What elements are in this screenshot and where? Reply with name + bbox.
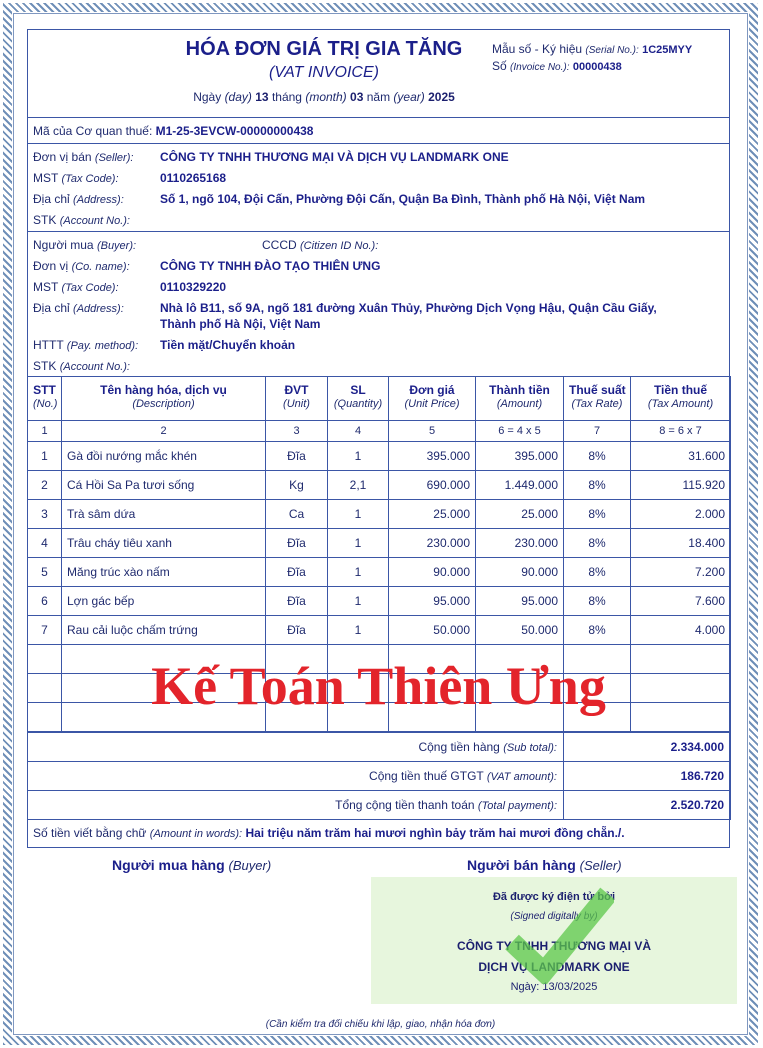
footer-note: (Cần kiểm tra đối chiếu khi lập, giao, nhận hóa đơn): [265, 1019, 496, 1030]
row-unit: Kg: [266, 471, 328, 500]
seller-name: CÔNG TY TNHH THƯƠNG MẠI VÀ DỊCH VỤ LANDMARK ONE: [160, 150, 509, 164]
checkmark-icon: [504, 884, 614, 984]
subtotal-value: 2.334.000: [564, 733, 731, 762]
row-description: Gà đồi nướng mắc khén: [62, 442, 266, 471]
row-unit: Đĩa: [266, 587, 328, 616]
row-tax-amount: 2.000: [631, 500, 731, 529]
seller-address-label: Địa chỉ (Address):: [33, 192, 124, 206]
row-tax-rate: 8%: [564, 471, 631, 500]
signer-name-line2: DỊCH VỤ LANDMARK ONE: [478, 960, 630, 974]
row-tax-amount: 7.600: [631, 587, 731, 616]
total-value: 2.520.720: [564, 791, 731, 820]
invoice-number: 00000438: [572, 61, 622, 73]
buyer-signature-label: Người mua hàng (Buyer): [112, 857, 272, 873]
row-unit: Đĩa: [266, 616, 328, 645]
row-no: 5: [28, 558, 62, 587]
total-row: Tổng cộng tiền thanh toán (Total payment): 2.520.720: [28, 791, 731, 820]
row-quantity: 1: [328, 587, 389, 616]
row-quantity: 1: [328, 529, 389, 558]
invoice-year: 2025: [428, 90, 455, 104]
seller-signature-label: Người bán hàng (Seller): [467, 857, 622, 873]
row-amount: 90.000: [476, 558, 564, 587]
serial-value: 1C25MYY: [642, 44, 693, 56]
invoice-day: 13: [255, 90, 269, 104]
row-tax-amount: 4.000: [631, 616, 731, 645]
row-amount: 25.000: [476, 500, 564, 529]
col-header-unit-price: Đơn giá (Unit Price): [389, 377, 476, 421]
row-amount: 50.000: [476, 616, 564, 645]
buyer-company: CÔNG TY TNHH ĐÀO TẠO THIÊN ƯNG: [160, 259, 381, 273]
row-no: 4: [28, 529, 62, 558]
buyer-tax-label: MST (Tax Code):: [33, 280, 119, 294]
table-row: [28, 587, 731, 616]
invoice-date: Ngày (day) 13 tháng (month) 03 năm (year) 2025: [193, 90, 455, 104]
row-unit-price: 690.000: [389, 471, 476, 500]
buyer-address-line1: Nhà lô B11, số 9A, ngõ 181 đường Xuân Thủy, Phường Dịch Vọng Hậu, Quận Cầu Giấy,: [160, 301, 657, 315]
buyer-address-label: Địa chỉ (Address):: [33, 301, 124, 315]
row-tax-rate: 8%: [564, 500, 631, 529]
payment-method-label: HTTT (Pay. method):: [33, 338, 139, 352]
row-quantity: 1: [328, 500, 389, 529]
col-header-unit: ĐVT (Unit): [266, 377, 328, 421]
row-unit-price: 50.000: [389, 616, 476, 645]
seller-tax-label: MST (Tax Code):: [33, 171, 119, 185]
row-no: 6: [28, 587, 62, 616]
divider: [27, 231, 730, 232]
seller-address: Số 1, ngõ 104, Đội Cấn, Phường Đội Cấn, Quận Ba Đình, Thành phố Hà Nội, Việt Nam: [160, 192, 646, 206]
signer-name-line1: CÔNG TY TNHH THƯƠNG MẠI VÀ: [457, 939, 651, 953]
row-description: Trà sâm dứa: [62, 500, 266, 529]
row-amount: 95.000: [476, 587, 564, 616]
invoice-number-row: Số (Invoice No.): 00000438: [492, 59, 622, 73]
vat-row: Cộng tiền thuế GTGT (VAT amount): 186.720: [28, 762, 731, 791]
row-no: 3: [28, 500, 62, 529]
col-header-quantity: SL (Quantity): [328, 377, 389, 421]
row-quantity: 2,1: [328, 471, 389, 500]
row-description: Trâu cháy tiêu xanh: [62, 529, 266, 558]
table-row: [28, 500, 731, 529]
buyer-address-line2: Thành phố Hà Nội, Việt Nam: [160, 317, 321, 331]
subtotal-row: Cộng tiền hàng (Sub total): 2.334.000: [28, 733, 731, 762]
row-tax-amount: 18.400: [631, 529, 731, 558]
table-row: [28, 442, 731, 471]
row-unit-price: 395.000: [389, 442, 476, 471]
divider: [27, 143, 730, 144]
col-header-description: Tên hàng hóa, dịch vụ (Description): [62, 377, 266, 421]
col-header-no: STT (No.): [28, 377, 62, 421]
row-description: Rau cải luộc chấm trứng: [62, 616, 266, 645]
amount-in-words: Hai triệu năm trăm hai mươi nghìn bảy trăm hai mươi đồng chẵn./.: [245, 826, 625, 840]
col-header-tax-amount: Tiền thuế (Tax Amount): [631, 377, 731, 421]
row-tax-rate: 8%: [564, 442, 631, 471]
row-unit-price: 95.000: [389, 587, 476, 616]
row-tax-rate: 8%: [564, 616, 631, 645]
signed-date: Ngày: 13/03/2025: [510, 981, 598, 993]
citizen-id-label: CCCD (Citizen ID No.):: [262, 238, 379, 252]
invoice-subtitle: (VAT INVOICE): [269, 64, 379, 81]
watermark-text: Kế Toán Thiên Ưng: [151, 656, 606, 716]
table-row: [28, 616, 731, 645]
seller-account-label: STK (Account No.):: [33, 213, 130, 227]
row-description: Cá Hồi Sa Pa tươi sống: [62, 471, 266, 500]
col-header-tax-rate: Thuế suất (Tax Rate): [564, 377, 631, 421]
row-description: Măng trúc xào nấm: [62, 558, 266, 587]
row-amount: 230.000: [476, 529, 564, 558]
table-row: [28, 558, 731, 587]
invoice-month: 03: [350, 90, 364, 104]
row-tax-rate: 8%: [564, 558, 631, 587]
row-no: 1: [28, 442, 62, 471]
buyer-tax-code: 0110329220: [160, 280, 227, 294]
vat-value: 186.720: [564, 762, 731, 791]
row-unit: Đĩa: [266, 558, 328, 587]
column-number-row: 1 2 3 4 5 6 = 4 x 5 7 8 = 6 x 7: [28, 421, 731, 442]
row-quantity: 1: [328, 616, 389, 645]
row-unit-price: 25.000: [389, 500, 476, 529]
row-no: 2: [28, 471, 62, 500]
amount-in-words-row: Số tiền viết bằng chữ (Amount in words): Hai triệu năm trăm hai mươi nghìn bảy trăm hai mươi đồng chẵn./.: [33, 826, 625, 840]
row-amount: 1.449.000: [476, 471, 564, 500]
row-unit: Đĩa: [266, 529, 328, 558]
serial-row: Mẫu số - Ký hiệu (Serial No.): 1C25MYY: [492, 42, 693, 56]
totals-table: [27, 732, 731, 820]
signed-subtitle: (Signed digitally by): [510, 911, 598, 922]
row-tax-amount: 115.920: [631, 471, 731, 500]
seller-tax-code: 0110265168: [160, 171, 227, 185]
row-description: Lợn gác bếp: [62, 587, 266, 616]
row-amount: 395.000: [476, 442, 564, 471]
row-tax-rate: 8%: [564, 529, 631, 558]
row-unit-price: 230.000: [389, 529, 476, 558]
row-unit-price: 90.000: [389, 558, 476, 587]
buyer-company-label: Đơn vị (Co. name):: [33, 259, 130, 273]
row-no: 7: [28, 616, 62, 645]
row-tax-amount: 7.200: [631, 558, 731, 587]
table-row: [28, 471, 731, 500]
payment-method: Tiền mặt/Chuyển khoản: [160, 338, 296, 352]
tax-authority-code: M1-25-3EVCW-00000000438: [155, 124, 314, 138]
table-row: [28, 529, 731, 558]
buyer-label: Người mua (Buyer):: [33, 238, 137, 252]
row-tax-amount: 31.600: [631, 442, 731, 471]
invoice-title: HÓA ĐƠN GIÁ TRỊ GIA TĂNG: [185, 38, 463, 60]
row-tax-rate: 8%: [564, 587, 631, 616]
row-quantity: 1: [328, 442, 389, 471]
col-header-amount: Thành tiền (Amount): [476, 377, 564, 421]
row-unit: Ca: [266, 500, 328, 529]
tax-authority-row: Mã của Cơ quan thuế: M1-25-3EVCW-00000000438: [33, 124, 314, 138]
row-quantity: 1: [328, 558, 389, 587]
seller-name-label: Đơn vị bán (Seller):: [33, 150, 134, 164]
divider: [27, 117, 730, 118]
signed-title: Đã được ký điện tử bởi: [492, 891, 616, 903]
table-header-row: [28, 377, 731, 421]
row-unit: Đĩa: [266, 442, 328, 471]
buyer-account-label: STK (Account No.):: [33, 359, 130, 373]
